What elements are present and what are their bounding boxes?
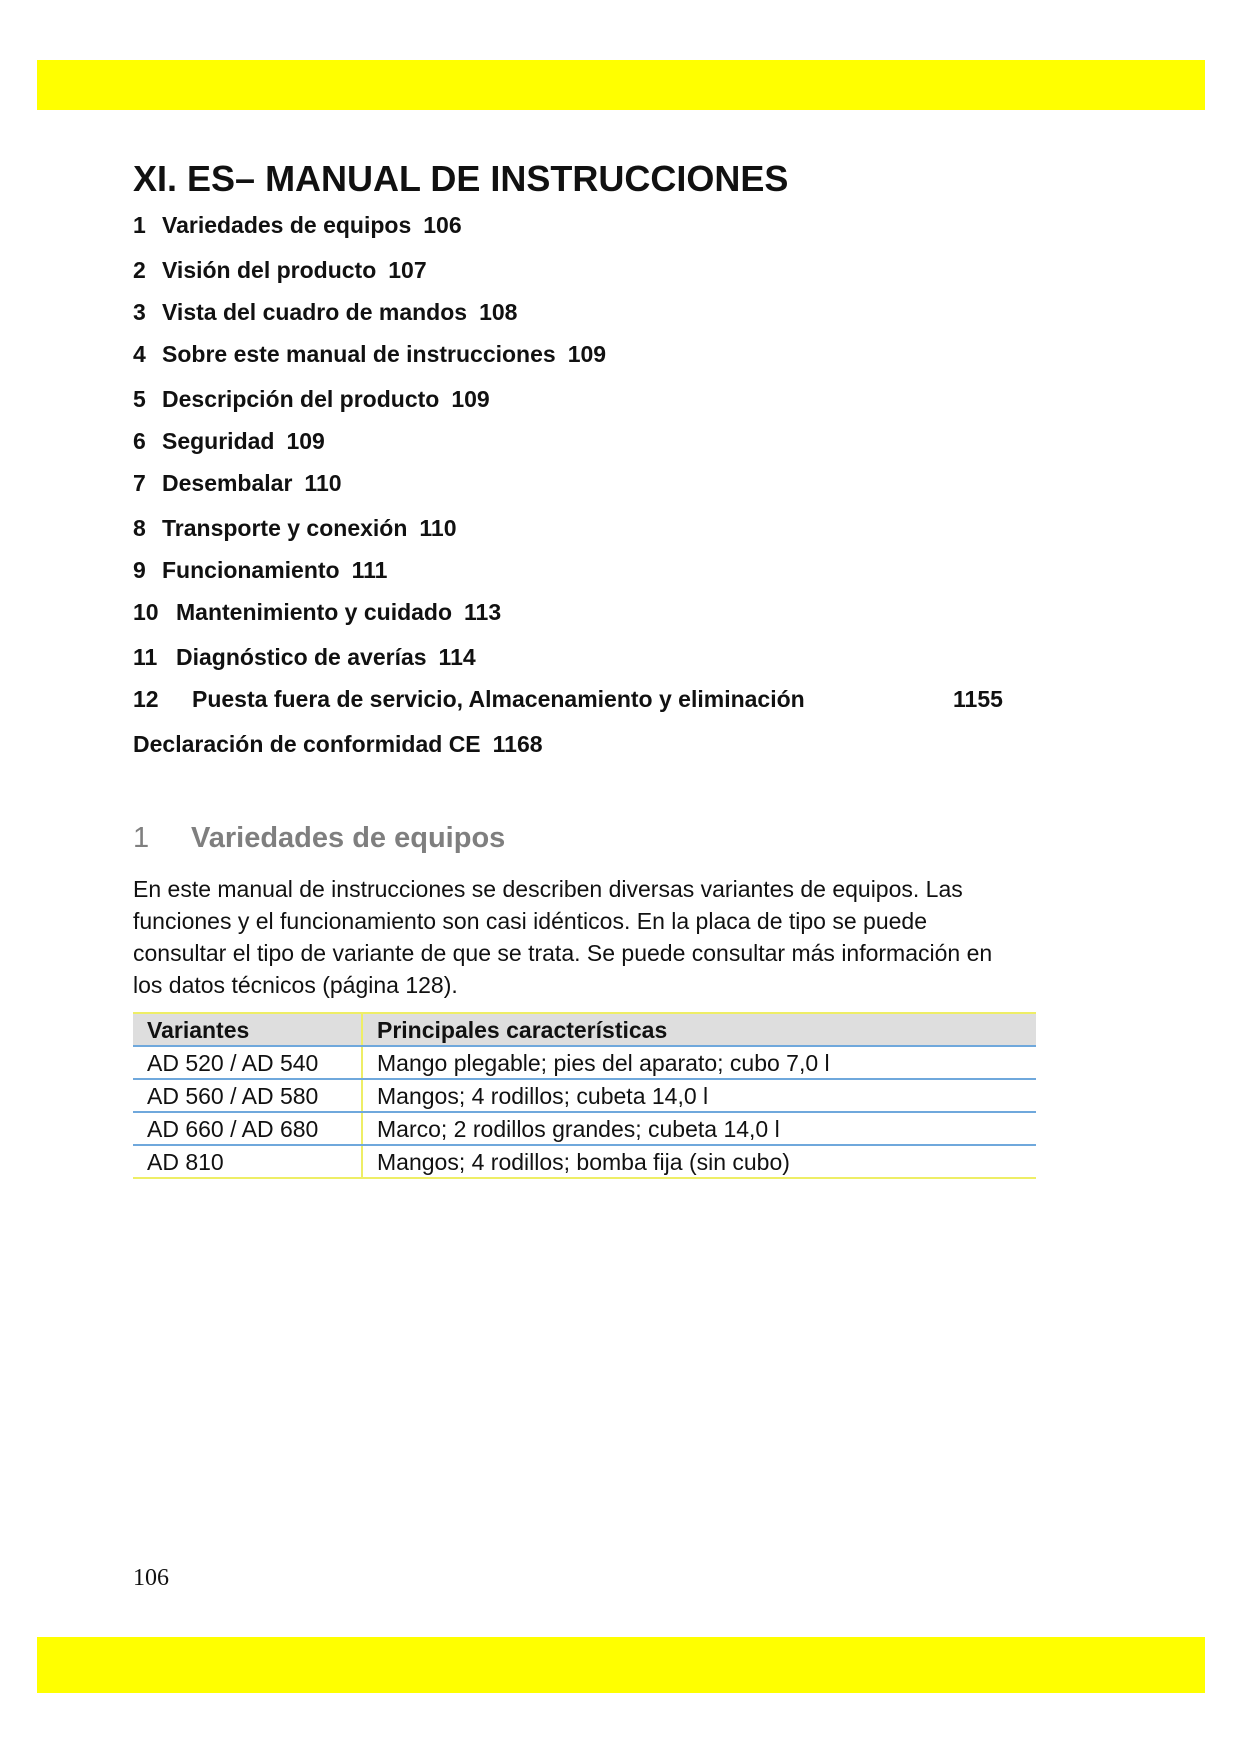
toc-number: 3 (133, 299, 146, 325)
toc-item[interactable] (133, 644, 476, 671)
toc-item[interactable] (133, 599, 501, 626)
toc-item[interactable] (133, 428, 325, 455)
cell-variant: AD 560 / AD 580 (133, 1079, 362, 1112)
toc-number: 9 (133, 557, 146, 583)
cell-variant: AD 810 (133, 1145, 362, 1178)
cell-features: Marco; 2 rodillos grandes; cubeta 14,0 l (362, 1112, 1036, 1145)
toc-number: 8 (133, 515, 146, 541)
toc-page: 1168 (492, 731, 543, 757)
toc-label: Descripción del producto (162, 386, 440, 412)
toc-number: 11 (133, 644, 158, 670)
toc-number: 5 (133, 386, 146, 412)
table-row (133, 1145, 1036, 1178)
toc-item[interactable] (133, 686, 1003, 713)
toc-item[interactable] (133, 341, 606, 368)
toc-page: 108 (479, 299, 518, 325)
page-number: 106 (133, 1565, 169, 1591)
toc-number: 1 (133, 212, 146, 238)
toc-label: Seguridad (162, 428, 275, 454)
toc-number: 4 (133, 341, 146, 367)
toc-item[interactable] (133, 299, 517, 326)
toc-item[interactable] (133, 212, 462, 239)
bottom-yellow-band (37, 1637, 1205, 1693)
toc-number: 6 (133, 428, 146, 454)
toc-label: Sobre este manual de instrucciones (162, 341, 556, 367)
toc-page: 111 (351, 557, 388, 583)
toc-label: Visión del producto (162, 257, 377, 283)
toc-page: 107 (388, 257, 427, 283)
toc-label: Vista del cuadro de mandos (162, 299, 468, 325)
table-row (133, 1079, 1036, 1112)
section-heading (133, 822, 505, 855)
toc-item[interactable] (133, 257, 427, 284)
toc-label: Desembalar (162, 470, 293, 496)
intro-paragraph: En este manual de instrucciones se describen diversas variantes de equipos. Las funciones y el funcionamiento son casi idénticos. En la placa de tipo se puede consultar el tipo de variante de que se trata. Se puede consultar más información en los datos técnicos (página 128). (133, 876, 993, 998)
table-row (133, 1046, 1036, 1079)
toc-page: 113 (464, 599, 502, 625)
table-header-row (133, 1013, 1036, 1046)
toc-label: Declaración de conformidad CE (133, 731, 481, 757)
toc-label: Mantenimiento y cuidado (176, 599, 453, 625)
toc-label: Funcionamiento (162, 557, 340, 583)
page-title: XI. ES– MANUAL DE INSTRUCCIONES (133, 158, 789, 199)
variants-table (133, 1012, 1036, 1179)
header-variants: Variantes (133, 1013, 362, 1046)
toc-page: 106 (423, 212, 462, 238)
toc-item[interactable] (133, 470, 342, 497)
toc-number: 7 (133, 470, 146, 496)
toc-number: 2 (133, 257, 146, 283)
toc-label: Puesta fuera de servicio, Almacenamiento y eliminación (192, 686, 805, 712)
toc-number: 10 (133, 599, 159, 625)
toc-label: Variedades de equipos (162, 212, 412, 238)
cell-features: Mangos; 4 rodillos; bomba fija (sin cubo) (362, 1145, 1036, 1178)
toc-page: 109 (451, 386, 490, 412)
cell-variant: AD 520 / AD 540 (133, 1046, 362, 1079)
toc-item[interactable] (133, 515, 457, 542)
toc-label: Transporte y conexión (162, 515, 408, 541)
toc-page: 109 (286, 428, 325, 454)
toc-page: 114 (438, 644, 476, 670)
toc-page: 1155 (953, 686, 1003, 712)
toc-label: Diagnóstico de averías (176, 644, 427, 670)
toc-item[interactable] (133, 731, 543, 758)
toc-item[interactable] (133, 557, 387, 584)
table-row (133, 1112, 1036, 1145)
toc-page: 110 (304, 470, 342, 496)
cell-features: Mango plegable; pies del aparato; cubo 7,0 l (362, 1046, 1036, 1079)
toc-item[interactable] (133, 386, 490, 413)
toc-page: 109 (567, 341, 607, 367)
header-features: Principales características (362, 1013, 1036, 1046)
cell-features: Mangos; 4 rodillos; cubeta 14,0 l (362, 1079, 1036, 1112)
top-yellow-band (37, 60, 1205, 110)
toc-number: 12 (133, 686, 159, 712)
cell-variant: AD 660 / AD 680 (133, 1112, 362, 1145)
section-number: 1 (133, 822, 150, 854)
section-title: Variedades de equipos (191, 822, 506, 854)
toc-page: 110 (419, 515, 457, 541)
